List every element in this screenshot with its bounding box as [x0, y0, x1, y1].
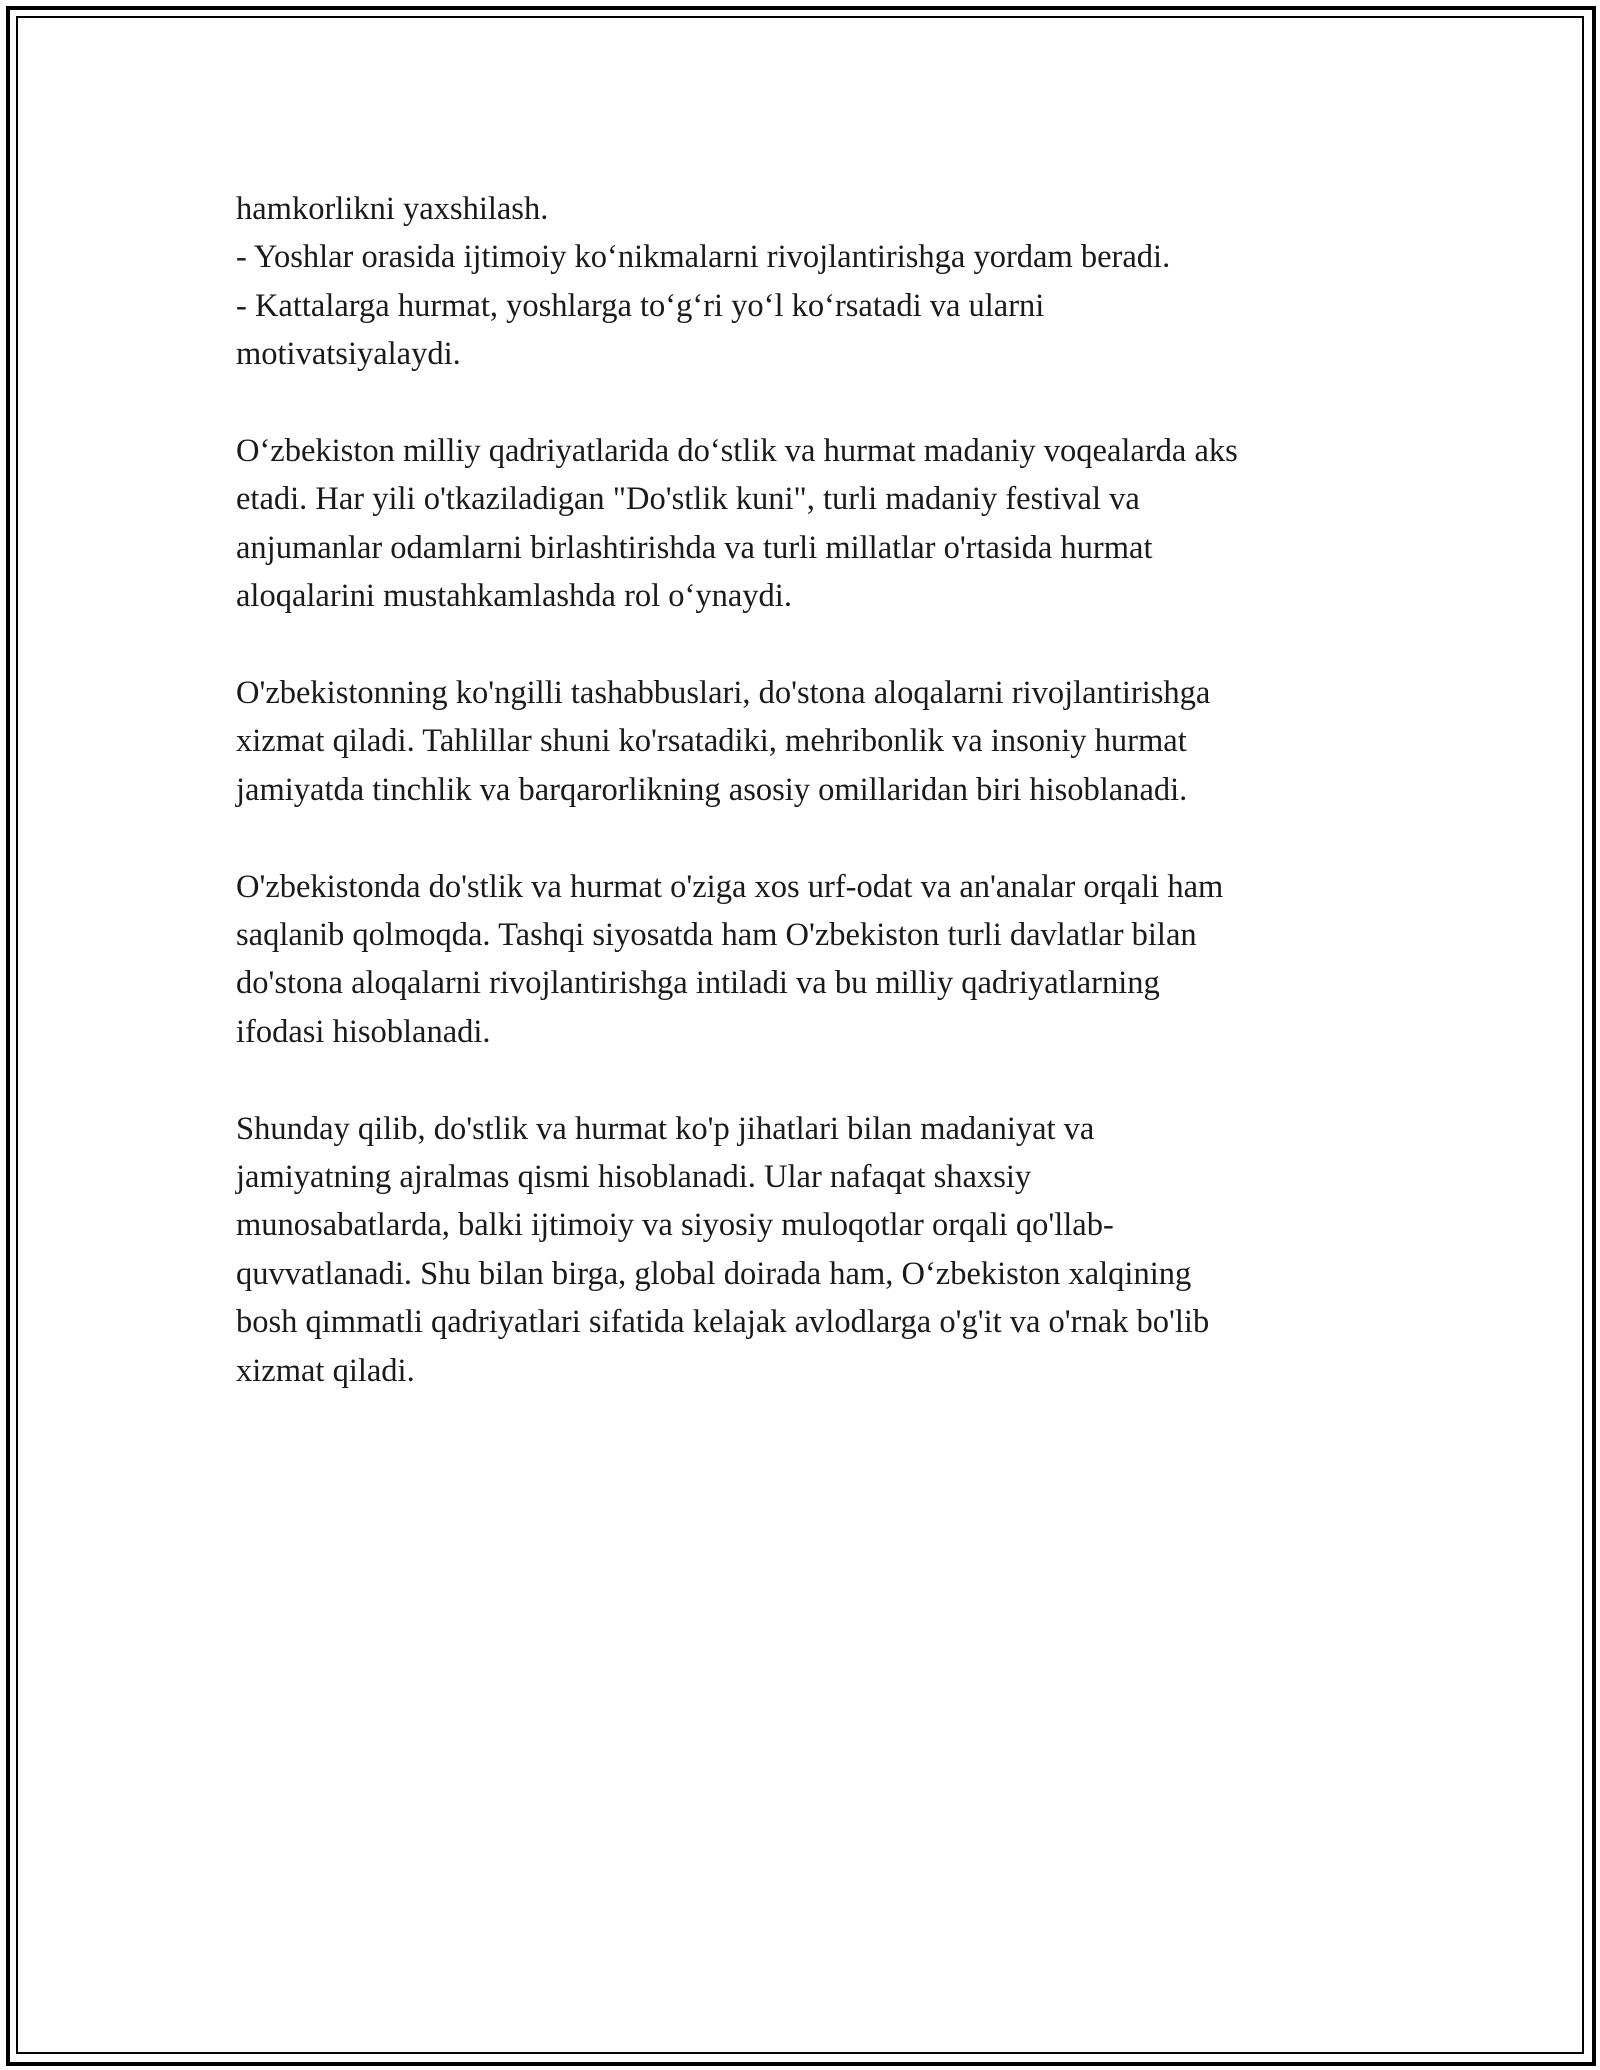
text-line: xizmat qiladi. Tahlillar shuni ko'rsatadiki, mehribonlik va insoniy hurmat	[236, 723, 1187, 760]
paragraph-2	[236, 427, 1386, 621]
text-line: xizmat qiladi.	[236, 1352, 415, 1389]
paragraph-3	[236, 669, 1386, 814]
text-line: O‘zbekiston milliy qadriyatlarida do‘stlik va hurmat madaniy voqealarda aks	[236, 433, 1238, 470]
paragraph-1	[236, 185, 1386, 379]
text-line: ifodasi hisoblanadi.	[236, 1013, 491, 1050]
text-line: hamkorlikni yaxshilash.	[236, 191, 549, 227]
text-line: jamiyatda tinchlik va barqarorlikning asosiy omillaridan biri hisoblanadi.	[236, 771, 1188, 808]
paragraph-gap	[236, 379, 1386, 427]
text-line: saqlanib qolmoqda. Tashqi siyosatda ham O'zbekiston turli davlatlar bilan	[236, 917, 1197, 954]
document-body	[236, 185, 1386, 1395]
text-line: bosh qimmatli qadriyatlari sifatida kelajak avlodlarga o'g'it va o'rnak bo'lib	[236, 1304, 1210, 1341]
text-line: - Yoshlar orasida ijtimoiy ko‘nikmalarni rivojlantirishga yordam beradi.	[236, 239, 1171, 276]
text-line: aloqalarini mustahkamlashda rol o‘ynaydi.	[236, 578, 792, 615]
text-line: O'zbekistonda do'stlik va hurmat o'ziga xos urf-odat va an'analar orqali ham	[236, 868, 1224, 905]
text-line: - Kattalarga hurmat, yoshlarga to‘g‘ri yo‘l ko‘rsatadi va ularni	[236, 287, 1045, 324]
paragraph-4	[236, 863, 1386, 1057]
text-line: do'stona aloqalarni rivojlantirishga intiladi va bu milliy qadriyatlarning	[236, 965, 1160, 1002]
text-line: O'zbekistonning ko'ngilli tashabbuslari, do'stona aloqalarni rivojlantirishga	[236, 675, 1211, 712]
text-line: quvvatlanadi. Shu bilan birga, global doirada ham, O‘zbekiston xalqining	[236, 1255, 1192, 1292]
text-line: motivatsiyalaydi.	[236, 336, 461, 373]
paragraph-5	[236, 1105, 1386, 1395]
paragraph-gap	[236, 1056, 1386, 1104]
text-line: jamiyatning ajralmas qismi hisoblanadi. Ular nafaqat shaxsiy	[236, 1159, 1032, 1196]
paragraph-gap	[236, 621, 1386, 669]
text-line: Shunday qilib, do'stlik va hurmat ko'p jihatlari bilan madaniyat va	[236, 1110, 1095, 1147]
text-line: etadi. Har yili o'tkaziladigan "Do'stlik kuni", turli madaniy festival va	[236, 481, 1140, 518]
paragraph-gap	[236, 814, 1386, 862]
text-line: anjumanlar odamlarni birlashtirishda va turli millatlar o'rtasida hurmat	[236, 529, 1153, 566]
text-line: munosabatlarda, balki ijtimoiy va siyosiy muloqotlar orqali qo'llab-	[236, 1207, 1114, 1244]
